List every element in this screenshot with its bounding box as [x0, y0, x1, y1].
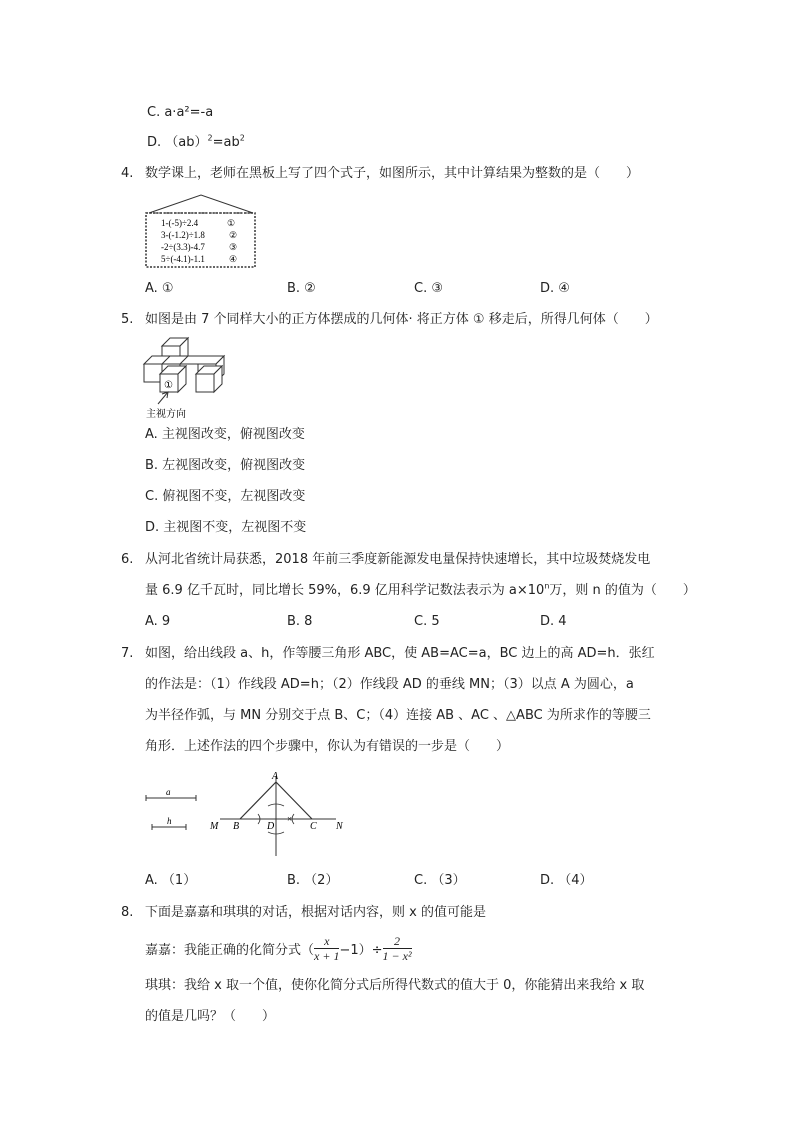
q6-line-2-b: 万，则 n 的值为（ ）	[549, 583, 696, 598]
q8-number: 8.	[121, 905, 134, 920]
board-mark-4: ④	[229, 254, 238, 264]
q6-line-1: 从河北省统计局获悉，2018 年前三季度新能源发电量保持快速增长，其中垃圾焚烧发电	[145, 552, 651, 567]
board-line-4: 5÷(-4.1)-1.1	[161, 254, 205, 264]
q6-option-b: B. 8	[287, 614, 313, 629]
board-line-2: 3-(-1.2)÷1.8	[161, 230, 205, 240]
q6-line-2-a: 量 6.9 亿千瓦时，同比增长 59%，6.9 亿用科学记数法表示为 a×10	[145, 583, 545, 598]
label-A: A	[272, 771, 279, 782]
q5-stem: 如图是由 7 个同样大小的正方体摆成的几何体· 将正方体 ① 移走后，所得几何体（ ）	[145, 312, 658, 327]
q6-option-a: A. 9	[145, 614, 171, 629]
q7-option-c: C. （3）	[414, 873, 466, 888]
q6-number: 6.	[121, 552, 134, 567]
q6-option-c: C. 5	[414, 614, 440, 629]
q7-option-a: A. （1）	[145, 873, 197, 888]
q4-blackboard-figure	[143, 193, 258, 271]
q4-option-c: C. ③	[414, 281, 443, 296]
q8-line-2	[145, 935, 412, 967]
q5-number: 5.	[121, 312, 134, 327]
fraction-1-num: x	[314, 934, 339, 949]
label-N: N	[336, 821, 343, 832]
fraction-2-den: 1 − x²	[382, 949, 412, 963]
fraction-2-num: 2	[383, 934, 412, 949]
fraction-1-den: x + 1	[314, 949, 340, 963]
fraction-2	[383, 934, 412, 963]
q5-option-b: B. 左视图改变，俯视图改变	[145, 458, 306, 473]
q3-option-d-exp2: 2	[239, 133, 245, 143]
board-mark-3: ③	[229, 242, 238, 252]
q3-option-d-prefix: D. （ab）	[147, 135, 208, 150]
label-a: a	[166, 787, 171, 797]
q4-option-b: B. ②	[287, 281, 316, 296]
q7-line-3: 为半径作弧，与 MN 分别交于点 B、C；（4）连接 AB 、AC 、△ABC 为所求作的等腰三	[145, 708, 651, 723]
q8-line-1: 下面是嘉嘉和琪琪的对话，根据对话内容，则 x 的值可能是	[145, 905, 486, 920]
board-mark-1: ①	[227, 218, 236, 228]
board-line-1: 1-(-5)÷2.4	[161, 218, 199, 228]
q7-number: 7.	[121, 646, 134, 661]
fraction-1	[314, 934, 339, 963]
q7-option-b: B. （2）	[287, 873, 339, 888]
q3-option-c: C. a·a²=-a	[147, 105, 214, 120]
q5-option-d: D. 主视图不变，左视图不变	[145, 520, 307, 535]
board-mark-2: ②	[229, 230, 238, 240]
q3-option-d	[147, 134, 245, 152]
q3-option-d-exp1: 2	[207, 133, 213, 143]
label-B: B	[233, 821, 240, 832]
label-h: h	[167, 816, 172, 826]
cube-caption: 主视方向	[146, 409, 186, 420]
q8-line-2-prefix: 嘉嘉：我能正确的化简分式（	[145, 943, 315, 958]
q8-line-3: 琪琪：我给 x 取一个值，使你化简分式后所得代数式的值大于 0，你能猜出来我给 x 取	[145, 978, 645, 993]
board-line-3: -2÷(3.3)-4.7	[161, 242, 205, 252]
q6-option-d: D. 4	[540, 614, 567, 629]
q7-line-1: 如图，给出线段 a、h，作等腰三角形 ABC，使 AB=AC=a，BC 边上的高 AD=h．张红	[145, 646, 655, 661]
q4-option-d: D. ④	[540, 281, 570, 296]
label-C: C	[310, 821, 317, 832]
cross-mark: ×	[287, 814, 293, 824]
cube-mark: ①	[164, 380, 173, 391]
q7-construction-figure	[140, 770, 360, 860]
q5-cubes-figure	[142, 334, 242, 420]
q4-stem: 数学课上，老师在黑板上写了四个式子，如图所示，其中计算结果为整数的是（ ）	[145, 166, 640, 181]
label-D: D	[267, 821, 275, 832]
label-M: M	[210, 821, 219, 832]
q5-option-c: C. 俯视图不变，左视图改变	[145, 489, 306, 504]
q6-line-2-sup: n	[544, 581, 550, 591]
q5-option-a: A. 主视图改变，俯视图改变	[145, 427, 305, 442]
q3-option-d-suffix: =ab	[212, 135, 240, 150]
q4-option-a: A. ①	[145, 281, 174, 296]
q7-line-2: 的作法是：（1）作线段 AD=h；（2）作线段 AD 的垂线 MN；（3）以点 A 为圆心，a	[145, 677, 634, 692]
q8-line-4: 的值是几吗？（ ）	[145, 1009, 276, 1024]
q6-line-2	[145, 582, 696, 600]
q8-line-2-mid: −1）÷	[339, 943, 383, 958]
q7-option-d: D. （4）	[540, 873, 593, 888]
q7-line-4: 角形．上述作法的四个步骤中，你认为有错误的一步是（ ）	[145, 739, 510, 754]
q4-number: 4.	[121, 166, 134, 181]
